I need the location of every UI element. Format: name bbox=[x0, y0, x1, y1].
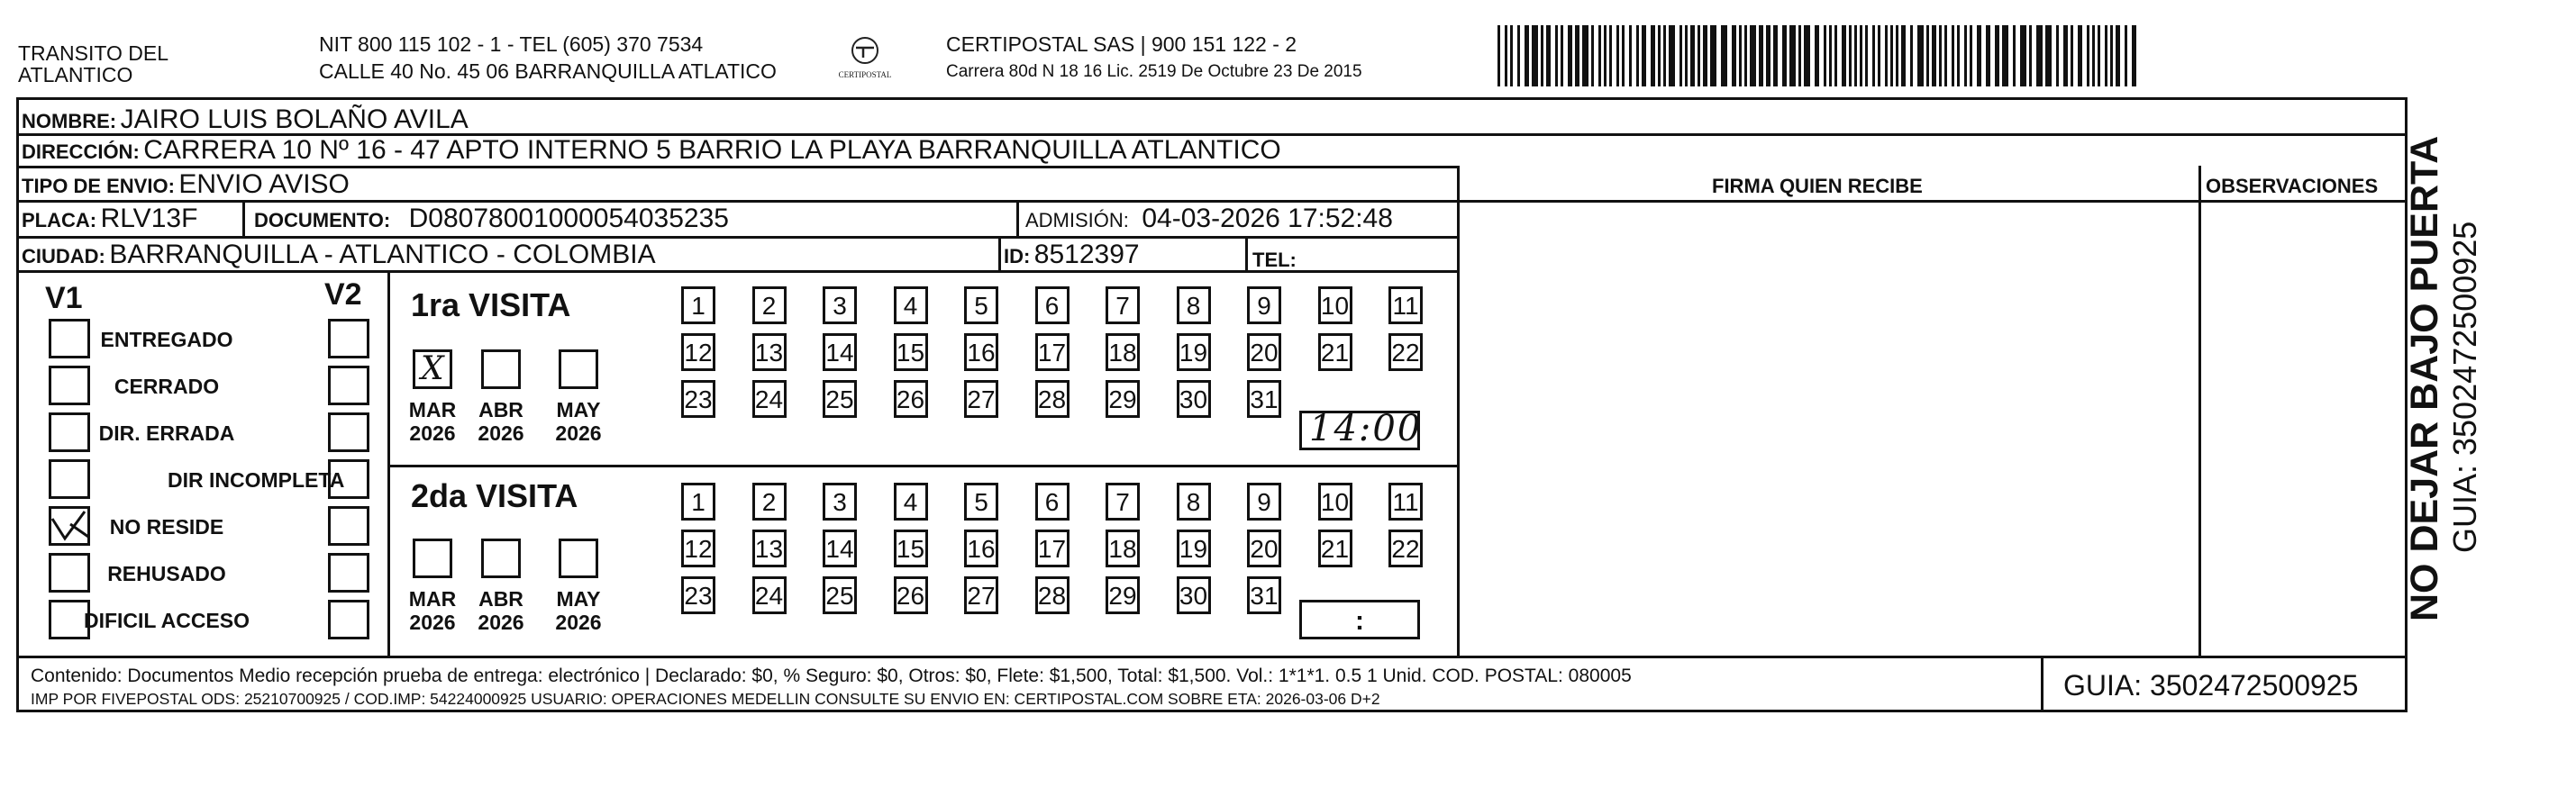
day-box[interactable]: 28 bbox=[1035, 380, 1070, 418]
v2-checkbox[interactable] bbox=[328, 412, 369, 452]
barcode-bar bbox=[2020, 25, 2026, 86]
day-box[interactable]: 24 bbox=[752, 380, 787, 418]
nit-line: NIT 800 115 102 - 1 - TEL (605) 370 7534 bbox=[319, 32, 704, 56]
day-box[interactable]: 1 bbox=[681, 483, 715, 521]
day-box[interactable]: 7 bbox=[1106, 286, 1140, 324]
placa-label: PLACA: bbox=[22, 209, 97, 231]
barcode-bar bbox=[2013, 25, 2016, 86]
barcode-bar bbox=[1932, 25, 1936, 86]
id-value: 8512397 bbox=[1033, 240, 1140, 269]
company-line: CERTIPOSTAL SAS | 900 151 122 - 2 bbox=[946, 32, 1297, 56]
direccion-label: DIRECCIÓN: bbox=[22, 140, 140, 163]
firma-header: FIRMA QUIEN RECIBE bbox=[1712, 175, 1923, 197]
day-box[interactable]: 20 bbox=[1247, 530, 1281, 567]
day-box[interactable]: 4 bbox=[894, 483, 928, 521]
first-visit-title: 1ra VISITA bbox=[411, 286, 571, 323]
admision-value: 04-03-2026 17:52:48 bbox=[1142, 204, 1393, 233]
barcode-bar bbox=[1685, 25, 1688, 86]
month-checkbox[interactable] bbox=[481, 539, 521, 578]
imp-line: IMP POR FIVEPOSTAL ODS: 25210700925 / COD.IMP: 54224000925 USUARIO: OPERACIONES MEDELLIN CONSULTE SU ENVIO EN: CERTIPOSTAL.COM SOBRE ETA: 2026-03-06 D+2 bbox=[31, 690, 1380, 708]
v1-header: V1 bbox=[45, 281, 83, 315]
v2-header: V2 bbox=[324, 277, 362, 312]
day-box[interactable]: 29 bbox=[1106, 576, 1140, 614]
day-box[interactable]: 25 bbox=[823, 576, 857, 614]
day-box[interactable]: 3 bbox=[823, 483, 857, 521]
day-box[interactable]: 6 bbox=[1035, 286, 1070, 324]
month-mark: X bbox=[421, 350, 444, 387]
month-label: MAR 2026 bbox=[408, 398, 457, 446]
day-box[interactable]: 13 bbox=[752, 333, 787, 371]
barcode-bar bbox=[1555, 25, 1558, 86]
direccion-value: CARRERA 10 Nº 16 - 47 APTO INTERNO 5 BARRIO LA PLAYA BARRANQUILLA ATLANTICO bbox=[143, 135, 1281, 165]
barcode-bar bbox=[1842, 25, 1846, 86]
day-box[interactable]: 3 bbox=[823, 286, 857, 324]
month-checkbox[interactable] bbox=[559, 539, 598, 578]
day-box[interactable]: 14 bbox=[823, 333, 857, 371]
barcode-bar bbox=[1622, 25, 1625, 86]
reason-label: ENTREGADO bbox=[100, 328, 233, 351]
day-box[interactable]: 9 bbox=[1247, 483, 1281, 521]
day-box[interactable]: 10 bbox=[1318, 483, 1352, 521]
barcode-bar bbox=[1901, 25, 1906, 86]
barcode-bar bbox=[2092, 25, 2095, 86]
day-box[interactable]: 1 bbox=[681, 286, 715, 324]
barcode-bar bbox=[1798, 25, 1801, 86]
barcode-bar bbox=[1944, 25, 1947, 86]
barcode-bar bbox=[1546, 25, 1551, 86]
barcode-bar bbox=[1917, 25, 1924, 86]
logo-text: CERTIPOSTAL bbox=[838, 70, 892, 79]
day-box[interactable]: 24 bbox=[752, 576, 787, 614]
barcode-bar bbox=[1575, 25, 1579, 86]
reason-label: DIR INCOMPLETA bbox=[168, 468, 345, 492]
day-box[interactable]: 14 bbox=[823, 530, 857, 567]
ciudad-value: BARRANQUILLA - ATLANTICO - COLOMBIA bbox=[109, 240, 656, 269]
barcode-bar bbox=[1658, 25, 1661, 86]
second-visit-title: 2da VISITA bbox=[411, 477, 578, 514]
barcode-bar bbox=[2002, 25, 2008, 86]
barcode-bar bbox=[1669, 25, 1675, 86]
v1-checkbox[interactable] bbox=[49, 459, 90, 499]
barcode-bar bbox=[1582, 25, 1588, 86]
side-guia: GUIA: 3502472500925 bbox=[2446, 221, 2483, 553]
day-box[interactable]: 10 bbox=[1318, 286, 1352, 324]
barcode-bar bbox=[1977, 25, 1981, 86]
day-box[interactable]: 25 bbox=[823, 380, 857, 418]
ciudad-label: CIUDAD: bbox=[22, 245, 105, 267]
day-box[interactable]: 18 bbox=[1106, 530, 1140, 567]
barcode-bar bbox=[2045, 25, 2052, 86]
license-line: Carrera 80d N 18 16 Lic. 2519 De Octubre 23 De 2015 bbox=[946, 62, 1362, 81]
v2-checkbox[interactable] bbox=[328, 459, 369, 499]
day-box[interactable]: 8 bbox=[1177, 286, 1211, 324]
barcode-bar bbox=[1986, 25, 1990, 86]
barcode-bar bbox=[2036, 25, 2043, 86]
barcode-bar bbox=[2105, 25, 2107, 86]
barcode-bar bbox=[1834, 25, 1837, 86]
day-box[interactable]: 16 bbox=[964, 530, 998, 567]
day-box[interactable]: 30 bbox=[1177, 380, 1211, 418]
reason-label: CERRADO bbox=[114, 375, 220, 398]
day-box[interactable]: 9 bbox=[1247, 286, 1281, 324]
day-box[interactable]: 6 bbox=[1035, 483, 1070, 521]
v2-checkbox[interactable] bbox=[328, 506, 369, 546]
barcode-bar bbox=[1703, 25, 1707, 86]
barcode-bar bbox=[1824, 25, 1826, 86]
barcode-bar bbox=[1710, 25, 1716, 86]
day-box[interactable]: 22 bbox=[1388, 333, 1423, 371]
day-box[interactable]: 5 bbox=[964, 483, 998, 521]
address-line: CALLE 40 No. 45 06 BARRANQUILLA ATLATICO bbox=[319, 59, 777, 83]
barcode-bar bbox=[1698, 25, 1700, 86]
barcode-bar bbox=[1804, 25, 1810, 86]
day-box[interactable]: 21 bbox=[1318, 530, 1352, 567]
barcode-bar bbox=[1910, 25, 1913, 86]
barcode-bar bbox=[1860, 25, 1862, 86]
barcode-bar bbox=[2087, 25, 2089, 86]
day-box[interactable]: 31 bbox=[1247, 576, 1281, 614]
barcode-bar bbox=[1517, 25, 1520, 86]
barcode-bar bbox=[1957, 25, 1960, 86]
month-label: MAR 2026 bbox=[408, 587, 457, 635]
observaciones-header: OBSERVACIONES bbox=[2206, 175, 2379, 197]
barcode-bar bbox=[1750, 25, 1756, 86]
day-box[interactable]: 15 bbox=[894, 333, 928, 371]
barcode-bar bbox=[1598, 25, 1601, 86]
barcode-bar bbox=[1690, 25, 1695, 86]
day-box[interactable]: 7 bbox=[1106, 483, 1140, 521]
day-box[interactable]: 15 bbox=[894, 530, 928, 567]
barcode-bar bbox=[1896, 25, 1898, 86]
day-box[interactable]: 26 bbox=[894, 380, 928, 418]
org-name-line2: ATLANTICO bbox=[18, 63, 133, 86]
v2-checkbox[interactable] bbox=[328, 319, 369, 358]
barcode-bar bbox=[1926, 25, 1929, 86]
org-name-line1: TRANSITO DEL bbox=[18, 41, 168, 65]
day-box[interactable]: 13 bbox=[752, 530, 787, 567]
barcode-bar bbox=[1849, 25, 1852, 86]
v2-checkbox[interactable] bbox=[328, 600, 369, 639]
day-box[interactable]: 12 bbox=[681, 333, 715, 371]
barcode-bar bbox=[1878, 25, 1880, 86]
month-label: MAY 2026 bbox=[555, 587, 602, 635]
day-box[interactable]: 20 bbox=[1247, 333, 1281, 371]
barcode-bar bbox=[2116, 25, 2120, 86]
month-label: MAY 2026 bbox=[555, 398, 602, 446]
barcode-bar bbox=[1732, 25, 1736, 86]
month-label: ABR 2026 bbox=[478, 587, 524, 635]
day-box[interactable]: 2 bbox=[752, 286, 787, 324]
barcode-bar bbox=[1609, 25, 1612, 86]
barcode-bar bbox=[1815, 25, 1819, 86]
barcode-bar bbox=[1865, 25, 1868, 86]
first-visit-time: 14:00 bbox=[1309, 408, 1423, 449]
barcode-bar bbox=[1591, 25, 1594, 86]
id-label: ID: bbox=[1004, 245, 1031, 267]
day-box[interactable]: 11 bbox=[1388, 483, 1423, 521]
barcode-bar bbox=[1663, 25, 1666, 86]
barcode bbox=[1497, 25, 2139, 86]
day-box[interactable]: 18 bbox=[1106, 333, 1140, 371]
barcode-bar bbox=[1616, 25, 1619, 86]
barcode-bar bbox=[1604, 25, 1607, 86]
barcode-bar bbox=[1829, 25, 1832, 86]
barcode-bar bbox=[1952, 25, 1954, 86]
day-box[interactable]: 30 bbox=[1177, 576, 1211, 614]
barcode-bar bbox=[2056, 25, 2059, 86]
day-box[interactable]: 31 bbox=[1247, 380, 1281, 418]
day-box[interactable]: 19 bbox=[1177, 333, 1211, 371]
day-box[interactable]: 12 bbox=[681, 530, 715, 567]
day-box[interactable]: 2 bbox=[752, 483, 787, 521]
documento-value: D08078001000054035235 bbox=[408, 204, 729, 233]
barcode-bar bbox=[1642, 25, 1646, 86]
reason-label: DIR. ERRADA bbox=[98, 421, 235, 445]
day-box[interactable]: 26 bbox=[894, 576, 928, 614]
barcode-bar bbox=[1510, 25, 1513, 86]
barcode-bar bbox=[1970, 25, 1972, 86]
day-box[interactable]: 8 bbox=[1177, 483, 1211, 521]
barcode-bar bbox=[2029, 25, 2032, 86]
barcode-bar bbox=[1773, 25, 1778, 86]
tipo-envio-label: TIPO DE ENVIO: bbox=[22, 175, 175, 197]
month-checkbox[interactable] bbox=[413, 539, 452, 578]
barcode-bar bbox=[1789, 25, 1796, 86]
day-box[interactable]: 22 bbox=[1388, 530, 1423, 567]
day-box[interactable]: 28 bbox=[1035, 576, 1070, 614]
documento-label: DOCUMENTO: bbox=[254, 209, 391, 231]
day-box[interactable]: 11 bbox=[1388, 286, 1423, 324]
barcode-bar bbox=[2125, 25, 2127, 86]
day-box[interactable]: 19 bbox=[1177, 530, 1211, 567]
admision-label: ADMISIÓN: bbox=[1025, 209, 1129, 231]
day-box[interactable]: 27 bbox=[964, 576, 998, 614]
month-label: ABR 2026 bbox=[478, 398, 524, 446]
barcode-bar bbox=[1629, 25, 1632, 86]
barcode-bar bbox=[1739, 25, 1742, 86]
barcode-bar bbox=[1782, 25, 1787, 86]
barcode-bar bbox=[1939, 25, 1942, 86]
day-box[interactable]: 4 bbox=[894, 286, 928, 324]
month-checkbox[interactable] bbox=[559, 349, 598, 389]
barcode-bar bbox=[1885, 25, 1888, 86]
barcode-bar bbox=[1561, 25, 1563, 86]
barcode-bar bbox=[1541, 25, 1543, 86]
reason-label: REHUSADO bbox=[107, 562, 226, 585]
barcode-bar bbox=[2078, 25, 2082, 86]
certipostal-logo bbox=[829, 32, 901, 83]
barcode-bar bbox=[2098, 25, 2100, 86]
day-box[interactable]: 5 bbox=[964, 286, 998, 324]
barcode-bar bbox=[1679, 25, 1682, 86]
barcode-bar bbox=[1759, 25, 1763, 86]
contenido-line: Contenido: Documentos Medio recepción prueba de entrega: electrónico | Declarado: $0, % Seguro: $0, Otros: $0, Flete: $1,500, Total: $1,500. Vol.: 1*1*1. 0.5 1 Unid. COD. POSTAL: 080005 bbox=[31, 666, 1632, 686]
first-visit-time-box[interactable] bbox=[1299, 408, 1423, 450]
barcode-bar bbox=[1995, 25, 1999, 86]
second-visit-time-box[interactable] bbox=[1299, 600, 1420, 639]
barcode-bar bbox=[2063, 25, 2068, 86]
barcode-bar bbox=[1964, 25, 1967, 86]
barcode-bar bbox=[1636, 25, 1639, 86]
month-checkbox[interactable] bbox=[481, 349, 521, 389]
barcode-bar bbox=[2110, 25, 2113, 86]
barcode-bar bbox=[1568, 25, 1572, 86]
barcode-bar bbox=[1872, 25, 1875, 86]
day-box[interactable]: 17 bbox=[1035, 530, 1070, 567]
placa-value: RLV13F bbox=[100, 204, 198, 233]
barcode-bar bbox=[1721, 25, 1727, 86]
barcode-bar bbox=[1854, 25, 1857, 86]
barcode-bar bbox=[1890, 25, 1893, 86]
tel-label: TEL: bbox=[1252, 249, 1297, 271]
reason-label: NO RESIDE bbox=[109, 515, 224, 539]
barcode-bar bbox=[1505, 25, 1507, 86]
day-box[interactable]: 17 bbox=[1035, 333, 1070, 371]
day-box[interactable]: 23 bbox=[681, 380, 715, 418]
day-box[interactable]: 27 bbox=[964, 380, 998, 418]
day-box[interactable]: 29 bbox=[1106, 380, 1140, 418]
second-visit-time: : bbox=[1355, 606, 1364, 636]
barcode-bar bbox=[1497, 25, 1500, 86]
footer-guia: GUIA: 3502472500925 bbox=[2063, 669, 2359, 702]
v2-checkbox[interactable] bbox=[328, 553, 369, 593]
v2-checkbox[interactable] bbox=[328, 366, 369, 405]
barcode-bar bbox=[1651, 25, 1655, 86]
day-box[interactable]: 23 bbox=[681, 576, 715, 614]
barcode-bar bbox=[1532, 25, 1538, 86]
no-dejar-warning: NO DEJAR BAJO PUERTA bbox=[2403, 135, 2446, 621]
barcode-bar bbox=[2132, 25, 2136, 86]
reason-label: DIFICIL ACCESO bbox=[83, 609, 250, 632]
barcode-bar bbox=[2071, 25, 2073, 86]
month-checkbox[interactable] bbox=[413, 349, 452, 389]
barcode-bar bbox=[1525, 25, 1529, 86]
nombre-value: JAIRO LUIS BOLAÑO AVILA bbox=[120, 104, 469, 134]
barcode-bar bbox=[1766, 25, 1770, 86]
tipo-envio-value: ENVIO AVISO bbox=[178, 169, 350, 199]
day-box[interactable]: 16 bbox=[964, 333, 998, 371]
day-box[interactable]: 21 bbox=[1318, 333, 1352, 371]
nombre-label: NOMBRE: bbox=[22, 110, 117, 132]
barcode-bar bbox=[1744, 25, 1747, 86]
